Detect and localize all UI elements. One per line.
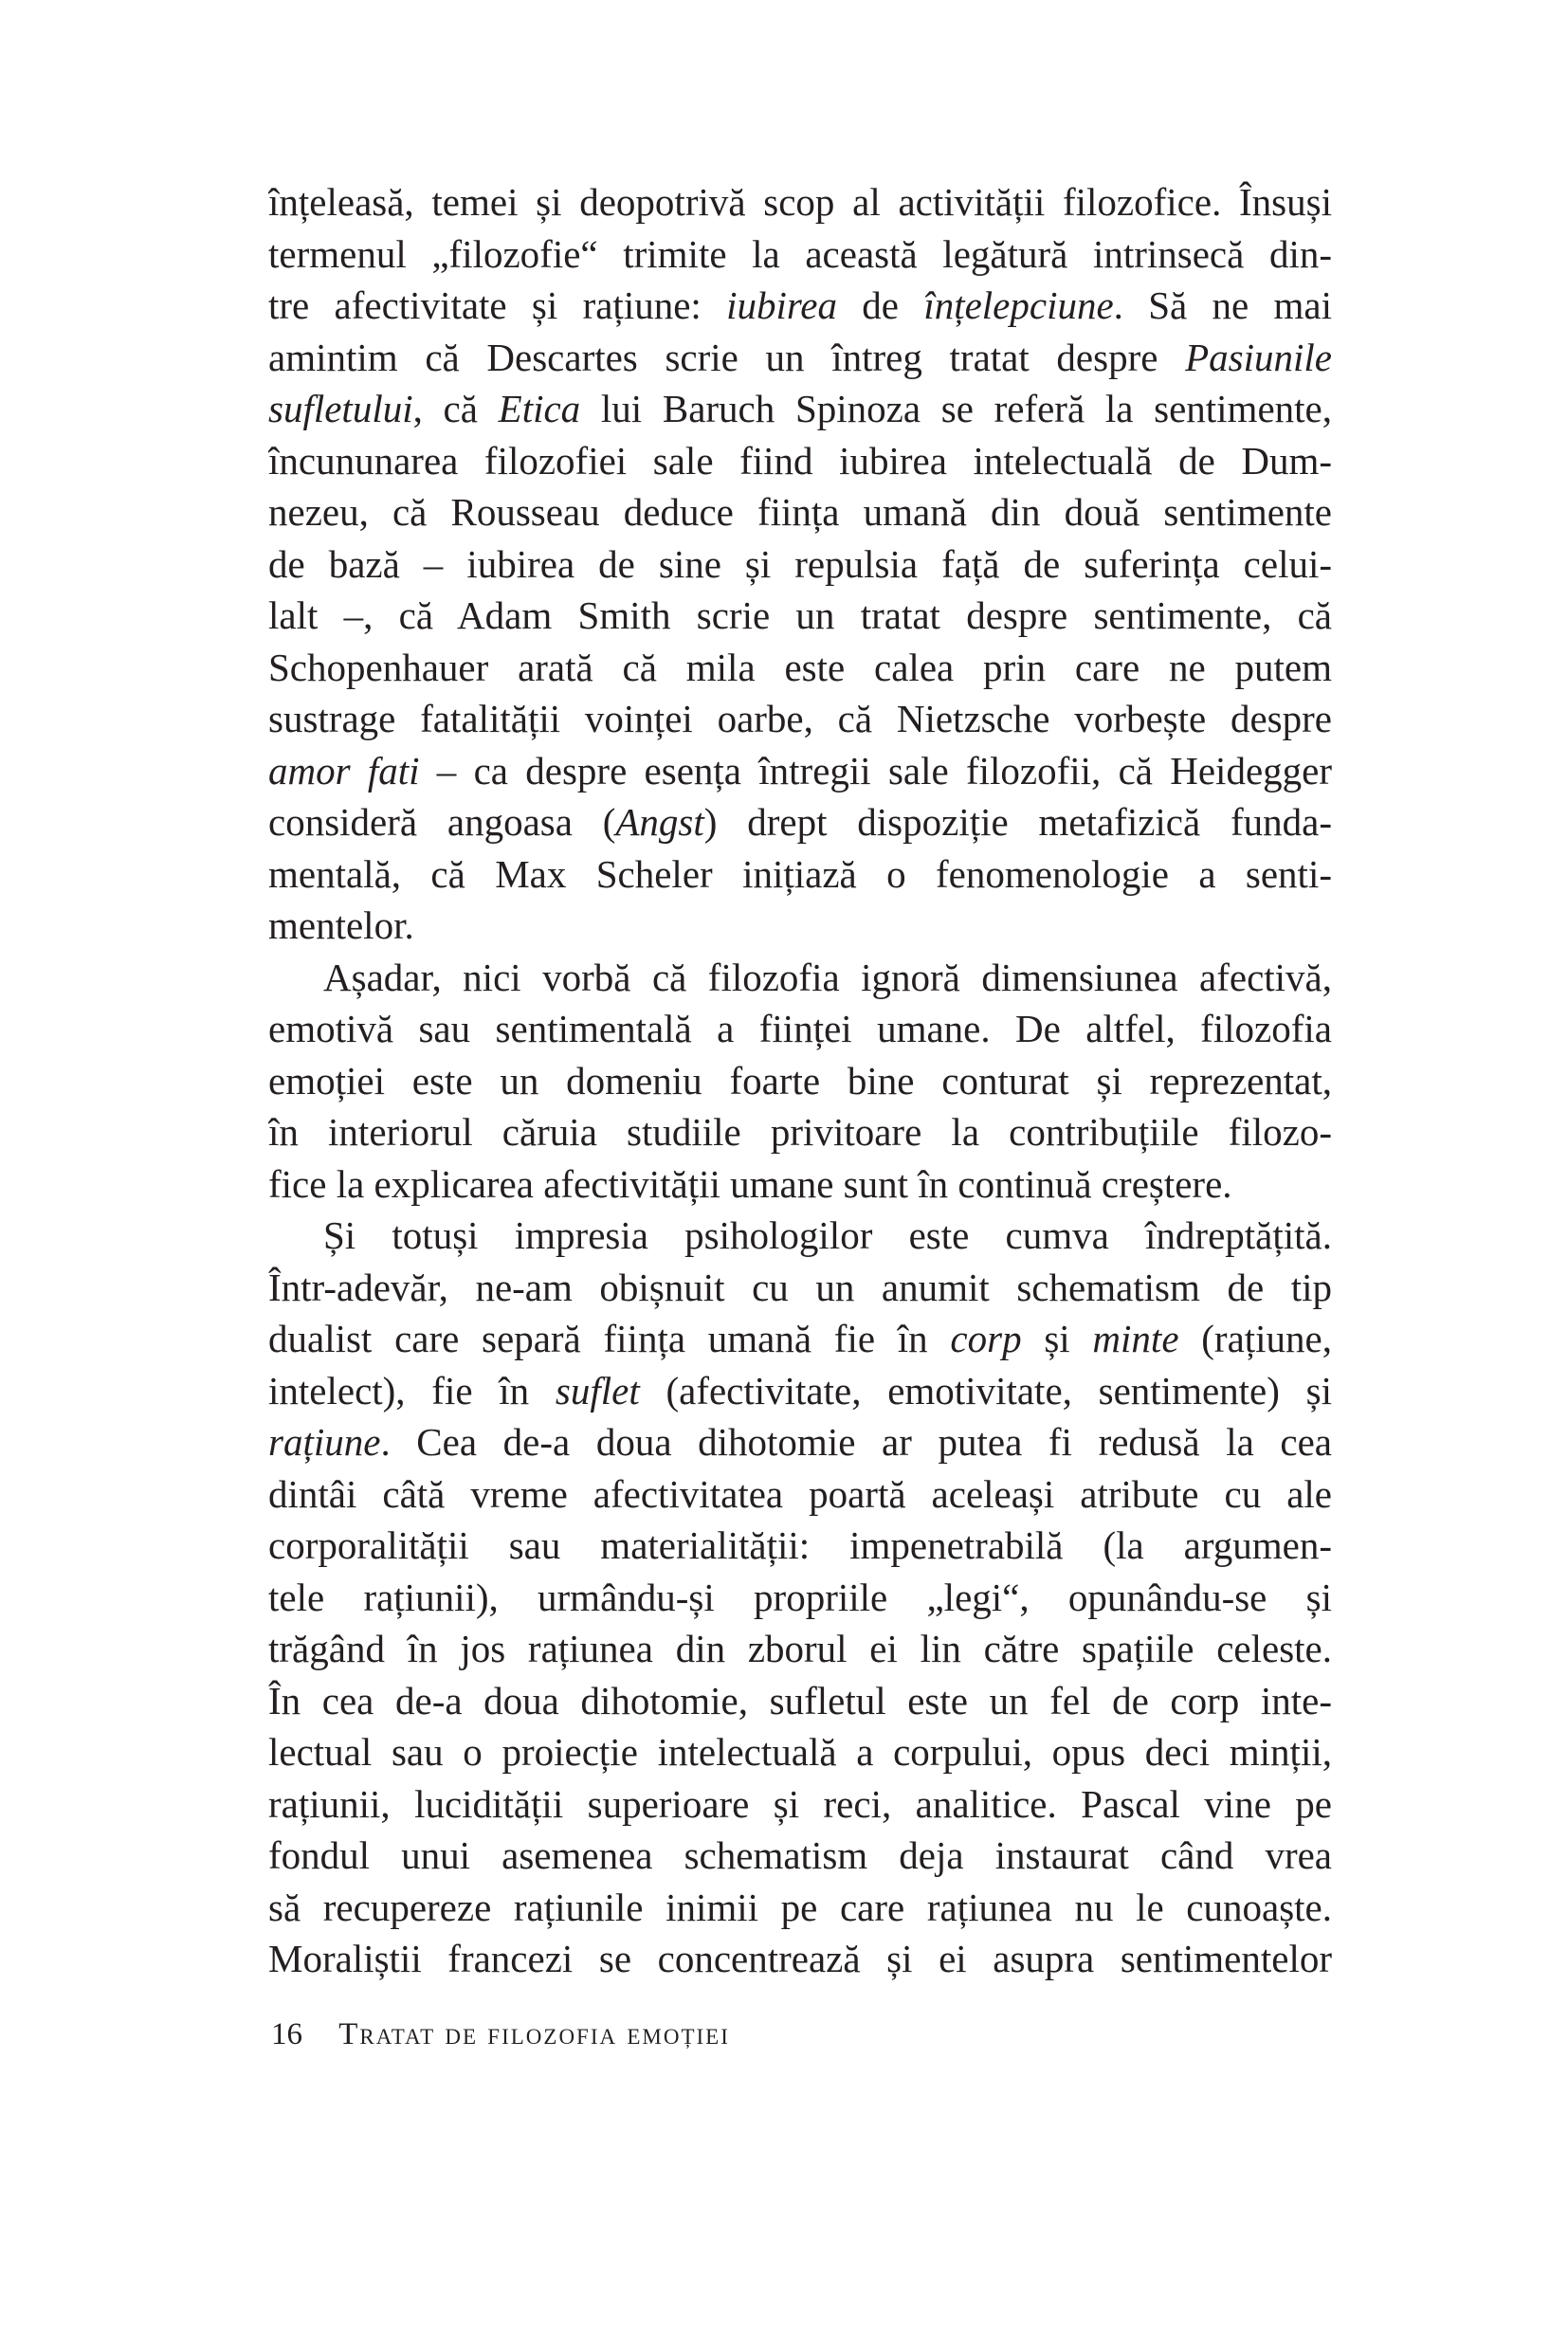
running-title: Tratat de filozofia emoției bbox=[338, 2017, 730, 2051]
text-line bbox=[268, 1623, 1332, 1675]
text-segment: emoției este un domeniu foarte bine conturat și reprezentat, bbox=[268, 1058, 1332, 1103]
text-segment: Moraliștii francezi se concentrează și ei asupra sentimentelor bbox=[268, 1937, 1332, 1980]
text-segment: rațiunii, lucidității superioare și reci, analitice. Pascal vine pe bbox=[268, 1781, 1332, 1826]
text-segment: ) drept dispoziție metafizică funda- bbox=[703, 800, 1332, 844]
text-line bbox=[268, 642, 1332, 694]
text-segment: intelect), fie în bbox=[268, 1368, 556, 1412]
text-segment: fice la explicarea afectivității umane sunt în continuă creștere. bbox=[268, 1161, 1232, 1206]
text-segment: sustrage fatalității voinței oarbe, că Nietzsche vorbește despre bbox=[268, 697, 1332, 740]
text-line bbox=[268, 900, 1332, 952]
italic-text: corp bbox=[950, 1317, 1022, 1360]
italic-text: sufletului bbox=[268, 387, 413, 430]
text-segment: încununarea filozofiei sale fiind iubirea intelectuală de Dum- bbox=[268, 438, 1332, 483]
text-line bbox=[268, 486, 1332, 538]
text-segment: lalt –, că Adam Smith scrie un tratat despre sentimente, că bbox=[268, 593, 1332, 637]
text-line bbox=[268, 1106, 1332, 1158]
text-segment: tele rațiunii), urmându-și propriile „legi“, opunându-se și bbox=[268, 1575, 1332, 1619]
text-line bbox=[268, 745, 1332, 797]
text-segment: consideră angoasa ( bbox=[268, 800, 616, 844]
text-line bbox=[268, 176, 1332, 228]
paragraph bbox=[268, 952, 1332, 1211]
text-line bbox=[268, 332, 1332, 384]
text-segment: în interiorul căruia studiile privitoare la contribuțiile filozo- bbox=[268, 1110, 1332, 1154]
text-segment: emotivă sau sentimentală a ființei umane. De altfel, filozofia bbox=[268, 1007, 1332, 1050]
text-segment: , că bbox=[412, 387, 499, 430]
text-line bbox=[268, 383, 1332, 435]
italic-text: Etica bbox=[498, 387, 581, 430]
text-line bbox=[268, 1572, 1332, 1624]
text-line bbox=[268, 1003, 1332, 1055]
text-segment: corporalității sau materialității: impenetrabilă (la argumen- bbox=[268, 1523, 1332, 1567]
text-line bbox=[268, 590, 1332, 642]
text-segment: . Să ne mai bbox=[1113, 283, 1332, 327]
text-line bbox=[268, 693, 1332, 745]
text-line bbox=[268, 1882, 1332, 1934]
text-line bbox=[268, 1313, 1332, 1365]
page-footer bbox=[271, 2017, 730, 2052]
text-line bbox=[268, 796, 1332, 848]
text-segment: dualist care separă ființa umană fie în bbox=[268, 1317, 951, 1360]
text-segment: Schopenhauer arată că mila este calea prin care ne putem bbox=[268, 645, 1332, 689]
text-line bbox=[268, 1055, 1332, 1107]
text-segment: tre afectivitate și rațiune: bbox=[268, 283, 727, 327]
text-segment: lectual sau o proiecție intelectuală a corpului, opus deci minții, bbox=[268, 1730, 1332, 1774]
text-segment: trăgând în jos rațiunea din zborul ei lin către spațiile celeste. bbox=[268, 1627, 1332, 1670]
body-text bbox=[268, 176, 1332, 1985]
text-line bbox=[268, 1778, 1332, 1831]
text-segment: În cea de-a doua dihotomie, sufletul este un fel de corp inte- bbox=[268, 1678, 1332, 1722]
text-line bbox=[268, 1158, 1332, 1211]
text-segment: mentală, că Max Scheler inițiază o fenomenologie a senti- bbox=[268, 851, 1332, 896]
text-line bbox=[268, 228, 1332, 281]
italic-text: amor fati bbox=[268, 748, 420, 793]
text-line bbox=[268, 1262, 1332, 1314]
text-segment: de bază – iubirea de sine și repulsia față de suferința celui- bbox=[268, 541, 1332, 586]
text-segment: Așadar, nici vorbă că filozofia ignoră dimensiunea afectivă, bbox=[323, 955, 1332, 999]
text-line bbox=[268, 1675, 1332, 1727]
text-line bbox=[268, 1468, 1332, 1521]
text-segment: – ca despre esența întregii sale filozofii, că Heidegger bbox=[419, 748, 1332, 793]
text-segment: dintâi câtă vreme afectivitatea poartă aceleași atribute cu ale bbox=[268, 1471, 1332, 1516]
text-line bbox=[268, 1416, 1332, 1468]
text-segment: . Cea de-a doua dihotomie ar putea fi redusă la cea bbox=[380, 1420, 1332, 1464]
text-segment: amintim că Descartes scrie un întreg tratat despre bbox=[268, 335, 1186, 379]
italic-text: suflet bbox=[555, 1368, 640, 1412]
text-line bbox=[268, 1933, 1332, 1985]
text-segment: mentelor. bbox=[268, 903, 414, 947]
text-segment: de bbox=[837, 283, 924, 327]
text-line bbox=[268, 1830, 1332, 1882]
text-line bbox=[268, 1726, 1332, 1778]
text-line bbox=[268, 952, 1332, 1004]
text-segment: și bbox=[1021, 1317, 1093, 1360]
text-segment: nezeu, că Rousseau deduce ființa umană din două sentimente bbox=[268, 490, 1332, 534]
italic-text: minte bbox=[1092, 1317, 1179, 1360]
text-segment: termenul „filozofie“ trimite la această legătură intrinsecă din- bbox=[268, 231, 1332, 276]
text-line bbox=[268, 435, 1332, 487]
paragraph bbox=[268, 176, 1332, 952]
text-segment: Într-adevăr, ne-am obișnuit cu un anumit schematism de tip bbox=[268, 1265, 1332, 1309]
italic-text: înțelepciune bbox=[923, 283, 1114, 327]
text-line bbox=[268, 280, 1332, 332]
italic-text: rațiune bbox=[268, 1420, 381, 1464]
text-segment: Și totuși impresia psihologilor este cumva îndreptățită. bbox=[323, 1213, 1332, 1257]
text-line bbox=[268, 1210, 1332, 1262]
paragraph bbox=[268, 1210, 1332, 1985]
italic-text: Angst bbox=[615, 800, 704, 844]
text-segment: fondul unui asemenea schematism deja instaurat când vrea bbox=[268, 1833, 1332, 1877]
italic-text: iubirea bbox=[726, 283, 838, 327]
text-segment: (rațiune, bbox=[1178, 1317, 1332, 1360]
text-line bbox=[268, 848, 1332, 901]
text-segment: înțeleasă, temei și deopotrivă scop al activității filozofice. Însuși bbox=[268, 180, 1332, 224]
text-segment: (afectivitate, emotivitate, sentimente) și bbox=[639, 1368, 1332, 1412]
text-line bbox=[268, 1520, 1332, 1572]
page-number: 16 bbox=[271, 2017, 302, 2051]
text-segment: să recupereze rațiunile inimii pe care rațiunea nu le cunoaște. bbox=[268, 1885, 1332, 1929]
text-line bbox=[268, 1365, 1332, 1417]
text-segment: lui Baruch Spinoza se referă la sentimente, bbox=[580, 387, 1332, 430]
text-line bbox=[268, 538, 1332, 591]
italic-text: Pasiunile bbox=[1185, 335, 1332, 379]
